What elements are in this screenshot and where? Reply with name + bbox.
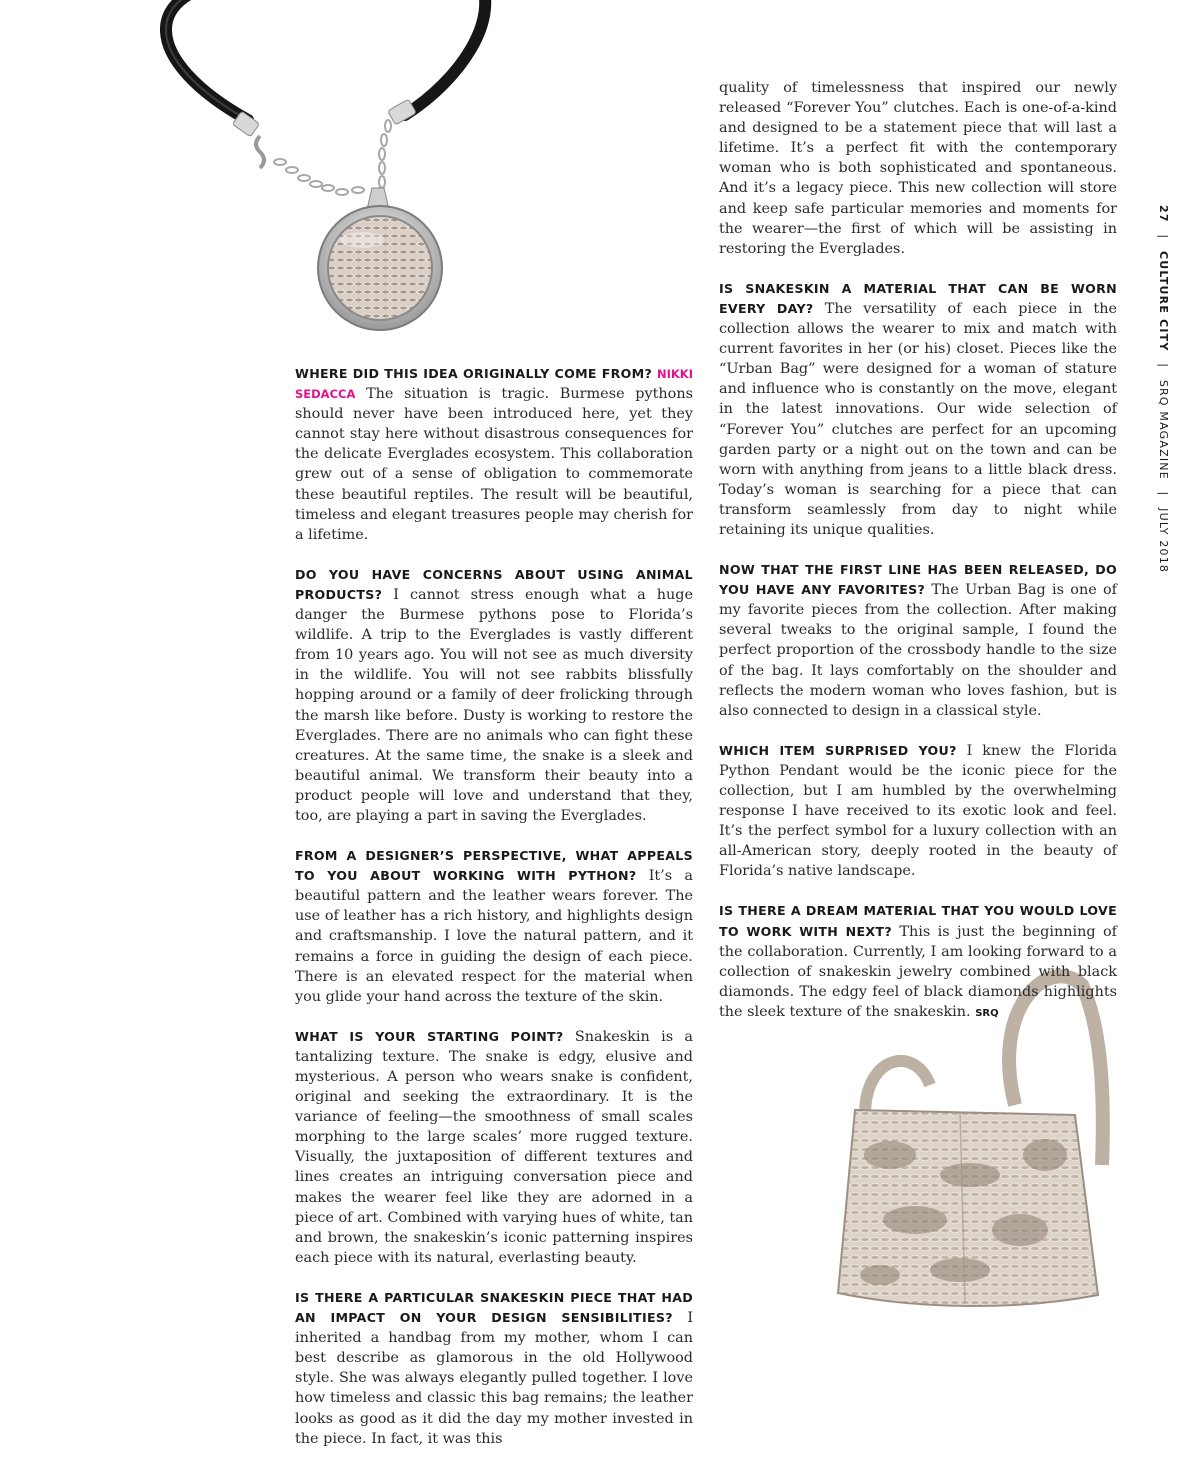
interview-answer: Snakeskin is a tantalizing texture. The snake is edgy, elusive and mysterious. A person who wears snake is confident, original and seeking the extraordinary. It is the variance of feeling—the smoothness of small scales morphing to the large scales’ more rugged texture. Visually, the juxtaposition of different textures and lines creates an intriguing conversation piece and makes the wearer feel like they are adorned in a piece of art. Combined with varying hues of white, tan and brown, the snakeskin’s iconic patterning inspires each piece with its natural, everlasting beauty. [295,1028,694,1266]
python-pendant-necklace-photo [120,0,500,340]
folio-separator: | [1157,234,1170,240]
interview-question: WHICH ITEM SURPRISED YOU? [719,742,957,758]
interview-answer: The situation is tragic. Burmese pythons should never have been introduced here, yet they cannot stay here without disastrous consequences for the delicate Everglades ecosystem. This collaboration grew out of a sense of obligation to commemorate these beautiful reptiles. The result will be beautiful, timeless and elegant treasures people may cherish for a lifetime. [295,386,693,543]
interview-answer: The versatility of each piece in the collection allows the wearer to mix and match with current favorites in her (or his) closet. Pieces like the “Urban Bag” were designed for a woman of stature and influence who is constantly on the move, elegant in the latest innovations. Our wide selection of “Forever You” clutches are perfect for an upcoming garden party or a night out on the town and can be worn with anything from jeans to a little black dress. Today’s woman is searching for a piece that can transform seamlessly from day to night while retaining its unique qualities. [719,300,1118,538]
section-name: CULTURE CITY [1157,251,1170,352]
article-right-column [719,78,1117,1044]
interview-question: FROM A DESIGNER’S PERSPECTIVE, WHAT APPEALS TO YOU ABOUT WORKING WITH PYTHON? [295,848,693,884]
qa-block [719,560,1117,721]
qa-block [295,1288,693,1449]
qa-block [295,565,693,826]
interview-question: IS SNAKESKIN A MATERIAL THAT CAN BE WORN EVERY DAY? [719,280,1117,316]
folio-separator: | [1157,491,1170,497]
qa-block [295,364,693,545]
qa-block [295,1027,693,1268]
issue-date: JULY 2018 [1157,508,1170,574]
qa-block [719,279,1117,540]
article-left-column [295,364,693,1469]
folio-separator: | [1157,363,1170,369]
interview-answer: It’s a beautiful pattern and the leather wears forever. The use of leather has a rich history, and highlights design and craftsmanship. I love the natural pattern, and it remains a force in guiding the design of each piece. There is an elevated respect for the material when you glide your hand across the texture of the skin. [295,868,693,1005]
interview-answer: I knew the Florida Python Pendant would be the iconic piece for the collection, but I am humbled by the overwhelming response I have received to its exotic look and feel. It’s the perfect symbol for a luxury collection with an all-American story, deeply rooted in the beauty of Florida’s native landscape. [719,742,1117,880]
magazine-name: SRQ MAGAZINE [1157,379,1170,480]
interview-answer: This is just the beginning of the collaboration. Currently, I am looking forward to a collection of snakeskin jewelry combined with black diamonds. The edgy feel of black diamonds highlights the sleek texture of the snakeskin. [719,923,1117,1020]
speaker-name: NIKKI SEDACCA [295,367,693,402]
interview-question: WHAT IS YOUR STARTING POINT? [295,1028,564,1044]
end-signoff: SRQ [975,1007,999,1019]
qa-block [719,901,1117,1024]
qa-block [295,846,693,1007]
interview-question: NOW THAT THE FIRST LINE HAS BEEN RELEASED, DO YOU HAVE ANY FAVORITES? [719,562,1117,598]
continued-paragraph: quality of timelessness that inspired our newly released “Forever You” clutches. Each is one-of-a-kind and designed to be a statement piece that will last a lifetime. It’s a perfect fit with the contemporary woman who is both sophisticated and spontaneous. And it’s a legacy piece. This new collection will store and keep safe particular memories and moments for the wearer—the first of which will be assisting in restoring the Everglades. [719,80,1117,257]
interview-question: WHERE DID THIS IDEA ORIGINALLY COME FROM? [295,366,653,381]
interview-question: DO YOU HAVE CONCERNS ABOUT USING ANIMAL PRODUCTS? [295,566,693,602]
page-folio [1157,205,1170,574]
interview-question: IS THERE A DREAM MATERIAL THAT YOU WOULD LOVE TO WORK WITH NEXT? [719,903,1117,939]
page-number: 27 [1157,205,1170,223]
qa-block [719,741,1117,882]
interview-answer: I cannot stress enough what a huge danger the Burmese pythons pose to Florida’s wildlife. A trip to the Everglades is vastly different from 10 years ago. You will not see as much diversity in the wildlife. You will not see rabbits blissfully hopping around or a family of deer frolicking through the marsh like before. Dusty is working to restore the Everglades. There are no animals who can fight these creatures. At the same time, the snake is a sleek and beautiful animal. We transform their beauty into a product people will love and understand that they, too, are playing a part in saving the Everglades. [295,586,694,824]
interview-question: IS THERE A PARTICULAR SNAKESKIN PIECE THAT HAD AN IMPACT ON YOUR DESIGN SENSIBILITIES? [295,1289,693,1326]
interview-answer: The Urban Bag is one of my favorite pieces from the collection. After making several tweaks to the original sample, I found the perfect proportion of the crossbody handle to the size of the bag. It lays comfortably on the shoulder and reflects the modern woman who loves fashion, but is also connected to design in a classical style. [719,582,1117,719]
interview-answer: I inherited a handbag from my mother, whom I can best describe as glamorous in the old Hollywood style. She was always elegantly pulled together. I love how timeless and classic this bag remains; the leather looks as good as it did the day my mother invested in the piece. In fact, it was this [295,1310,694,1447]
